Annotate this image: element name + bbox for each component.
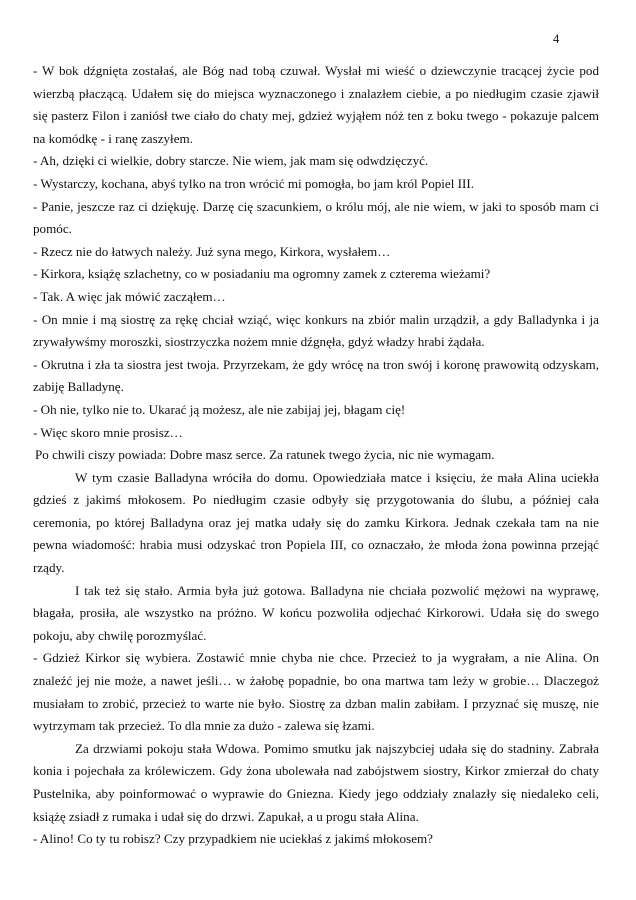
narration-line: Po chwili ciszy powiada: Dobre masz serce. Za ratunek twego życia, nic nie wymagam. [35,447,495,463]
narrative-paragraph: I tak też się stało. Armia była już gotowa. Balladyna nie chciała pozwolić mężowi na wyprawę, błagała, prosiła, ale wszystko na próżno. W końcu pozwoliła odjechać Kirkorowi. Udała się do swego pokoju, aby chwilę porozmyślać. [33,582,599,643]
dialogue-line: - Rzecz nie do łatwych należy. Już syna mego, Kirkora, wysłałem… [33,243,391,259]
dialogue-line: - Okrutna i zła ta siostra jest twoja. Przyrzekam, że gdy wrócę na tron swój i koronę prawowitą odzyskam, zabiję Balladynę. [33,356,599,395]
dialogue-line: - On mnie i mą siostrę za rękę chciał wziąć, więc konkurs na zbiór malin urządził, a gdy Balladynka i ja zrywaływśmy moroszki, siostrzyczka nożem mnie dźgnęła, gdyż władzy hrabi żądała. [33,311,599,350]
dialogue-line: - Alino! Co ty tu robisz? Czy przypadkiem nie uciekłaś z jakimś młokosem? [33,831,433,847]
dialogue-line: - Gdzież Kirkor się wybiera. Zostawić mnie chyba nie chce. Przecież to ja wygrałam, a nie Alina. On znaleźć jej nie może, a nawet jeśli… w żałobę popadnie, bo ona martwa tam leży w grobie… Dlaczegoż musiałam to zrobić, przecież to warte nie było. Siostrę za dzban malin zabiłam. I przyznać się muszę, nie wytrzymam tak przecież. To dla mnie za dużo - zalewa się łzami. [33,650,599,734]
dialogue-line: - Więc skoro mnie prosisz… [33,424,183,440]
narrative-paragraph: Za drzwiami pokoju stała Wdowa. Pomimo smutku jak najszybciej udała się do stadniny. Zabrała konia i pojechała za królewiczem. Gdy żona ubolewała nad zabójstwem siostry, Kirkor zmierzał do chaty Pustelnika, aby poinformować o wyprawie do Gniezna. Kiedy jego oddziały znalazły się niedaleko celi, książę zsiadł z rumaka i udał się do drzwi. Zapukał, a u progu stała Alina. [33,740,599,824]
dialogue-line: - Wystarczy, kochana, abyś tylko na tron wrócić mi pomogła, bo jam król Popiel III. [33,175,475,191]
page-number: 4 [553,32,560,46]
narrative-paragraph: W tym czasie Balladyna wróciła do domu. Opowiedziała matce i księciu, że mała Alina uciekła gdzieś z jakimś młokosem. Po niedługim czasie odbyły się przygotowania do ślubu, a później cała ceremonia, po której Balladyna oraz jej matka udały się do zamku Kirkora. Jednak czekała tam na nie pewna wiadomość: hrabia musi odzyskać tron Popiela III, co oznaczało, że młoda żona powinna przejąć rządy. [33,469,599,576]
dialogue-line: - Kirkora, książę szlachetny, co w posiadaniu ma ogromny zamek z czterema wieżami? [33,266,491,282]
document-body [33,60,599,851]
dialogue-line: - Panie, jeszcze raz ci dziękuję. Darzę cię szacunkiem, o królu mój, ale nie wiem, w jaki to sposób mam ci pomóc. [33,198,599,237]
dialogue-line: - Oh nie, tylko nie to. Ukarać ją możesz, ale nie zabijaj jej, błagam cię! [33,401,406,417]
dialogue-line: - Tak. A więc jak mówić zacząłem… [33,288,226,304]
dialogue-line: - W bok dźgnięta zostałaś, ale Bóg nad tobą czuwał. Wysłał mi wieść o dziewczynie tracącej życie pod wierzbą płaczącą. Udałem się do miejsca wyznaczonego i znalazłem ciebie, a po niedługim czasie zjawił się pasterz Filon i zaniósł twe ciało do chaty mej, gdzież wyjąłem nóż ten z boku twego - pokazuje palcem na komódkę - i ranę zaszyłem. [33,63,599,146]
dialogue-line: - Ah, dzięki ci wielkie, dobry starcze. Nie wiem, jak mam się odwdzięczyć. [33,153,429,169]
